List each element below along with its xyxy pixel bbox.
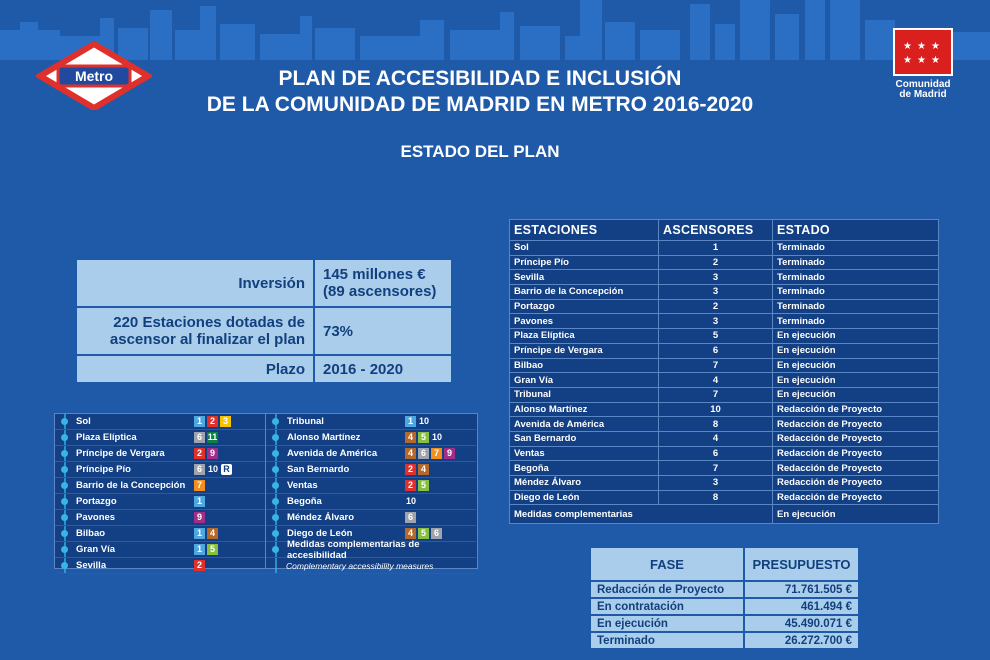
line-badge: 10 <box>208 464 219 474</box>
station-name: Begoña <box>287 496 322 507</box>
station-status: Redacción de Proyecto <box>773 431 939 446</box>
lines-column-left <box>55 414 265 574</box>
station-dot-icon <box>272 450 279 457</box>
budget-row <box>590 615 859 632</box>
station-name: Bilbao <box>76 528 106 539</box>
summary-table <box>75 258 453 384</box>
line-badges <box>194 560 205 571</box>
line-badge: 5 <box>207 544 218 555</box>
station-name: Barrio de la Concepción <box>510 285 659 300</box>
station-dot-icon <box>272 546 279 553</box>
comunidad-madrid-logo <box>890 28 956 112</box>
stations-row <box>510 285 939 300</box>
budget-table <box>589 546 860 650</box>
station-dot-icon <box>61 418 68 425</box>
budget-amount: 461.494 € <box>744 598 859 615</box>
line-badges <box>194 480 205 491</box>
station-dot-icon <box>61 530 68 537</box>
summary-label: Inversión <box>76 259 314 307</box>
station-status: En ejecución <box>773 329 939 344</box>
station-status: Redacción de Proyecto <box>773 461 939 476</box>
station-name: Méndez Álvaro <box>287 512 355 523</box>
stations-row <box>510 490 939 505</box>
elevator-count: 3 <box>659 476 773 491</box>
station-status: Terminado <box>773 241 939 256</box>
elevator-count: 4 <box>659 431 773 446</box>
line-badge: 10 <box>406 496 417 506</box>
line-badge: 10 <box>432 432 443 442</box>
line-badges <box>194 416 231 427</box>
station-line-row <box>55 446 265 462</box>
station-dot-icon <box>61 498 68 505</box>
summary-label: 220 Estaciones dotadas de ascensor al finalizar el plan <box>76 307 314 355</box>
line-badge: 1 <box>194 416 205 427</box>
line-badge: 4 <box>405 432 416 443</box>
stations-row <box>510 387 939 402</box>
station-dot-icon <box>272 514 279 521</box>
lines-note-text: Medidas complementarias de accesibilidad <box>287 538 420 561</box>
station-name: Tribunal <box>287 416 324 427</box>
summary-row <box>76 307 452 355</box>
header-ascensores: ASCENSORES <box>659 220 773 241</box>
line-badges <box>194 464 232 475</box>
header-estado: ESTADO <box>773 220 939 241</box>
station-dot-icon <box>272 482 279 489</box>
budget-phase: En contratación <box>590 598 744 615</box>
station-dot-icon <box>61 434 68 441</box>
station-name: Portazgo <box>76 496 117 507</box>
line-badges <box>405 448 455 459</box>
line-badges <box>405 432 443 443</box>
station-dot-icon <box>272 530 279 537</box>
station-name: Pavones <box>510 314 659 329</box>
station-dot-icon <box>272 498 279 505</box>
line-badge: 3 <box>220 416 231 427</box>
station-name: Plaza Elíptica <box>510 329 659 344</box>
station-status: En ejecución <box>773 505 939 524</box>
summary-row <box>76 355 452 383</box>
elevator-count: 3 <box>659 270 773 285</box>
station-dot-icon <box>272 466 279 473</box>
line-badge: 6 <box>194 464 205 475</box>
station-line-row <box>266 430 476 446</box>
stations-row <box>510 461 939 476</box>
page-subtitle: ESTADO DEL PLAN <box>400 142 560 161</box>
line-badges <box>405 496 417 507</box>
elevator-count: 2 <box>659 299 773 314</box>
line-badges <box>405 528 442 539</box>
station-name: Príncipe Pío <box>76 464 131 475</box>
line-badge: 4 <box>405 528 416 539</box>
elevator-count: 7 <box>659 461 773 476</box>
elevator-count: 8 <box>659 490 773 505</box>
station-line-row <box>266 494 476 510</box>
station-line-row <box>266 478 476 494</box>
line-badge: 10 <box>419 416 430 426</box>
elevator-count: 5 <box>659 329 773 344</box>
station-line-row <box>55 526 265 542</box>
station-line-row <box>266 462 476 478</box>
elevator-count: 8 <box>659 417 773 432</box>
elevator-count <box>659 505 773 524</box>
summary-value: 2016 - 2020 <box>314 355 452 383</box>
stations-row <box>510 241 939 256</box>
station-status: En ejecución <box>773 358 939 373</box>
station-name: Gran Vía <box>76 544 116 555</box>
stations-row <box>510 373 939 388</box>
line-badge: 6 <box>418 448 429 459</box>
line-badge: 1 <box>194 496 205 507</box>
header-presupuesto: PRESUPUESTO <box>744 547 859 581</box>
line-badge: 7 <box>431 448 442 459</box>
budget-amount: 26.272.700 € <box>744 632 859 649</box>
station-name: Sol <box>510 241 659 256</box>
station-dot-icon <box>61 562 68 569</box>
station-name: Bilbao <box>510 358 659 373</box>
station-line-row <box>266 446 476 462</box>
lines-note <box>266 538 476 561</box>
line-badges <box>405 480 429 491</box>
line-badges <box>405 416 430 427</box>
station-dot-icon <box>272 418 279 425</box>
line-badge: 9 <box>194 512 205 523</box>
budget-phase: Terminado <box>590 632 744 649</box>
station-name: Príncipe de Vergara <box>76 448 165 459</box>
station-name: Ventas <box>510 446 659 461</box>
station-name: Barrio de la Concepción <box>76 480 186 491</box>
station-status: En ejecución <box>773 387 939 402</box>
station-name: Avenida de América <box>287 448 378 459</box>
line-badge: 9 <box>207 448 218 459</box>
header-estaciones: ESTACIONES <box>510 220 659 241</box>
station-status: Terminado <box>773 299 939 314</box>
station-status: En ejecución <box>773 373 939 388</box>
station-status: Redacción de Proyecto <box>773 446 939 461</box>
station-name: Plaza Elíptica <box>76 432 137 443</box>
stations-row <box>510 402 939 417</box>
station-dot-icon <box>61 546 68 553</box>
station-name: Príncipe Pío <box>510 255 659 270</box>
station-line-row <box>55 478 265 494</box>
line-badge: 4 <box>207 528 218 539</box>
station-dot-icon <box>272 434 279 441</box>
station-status: Terminado <box>773 314 939 329</box>
station-status: Redacción de Proyecto <box>773 402 939 417</box>
elevator-count: 2 <box>659 255 773 270</box>
budget-amount: 45.490.071 € <box>744 615 859 632</box>
stations-row <box>510 329 939 344</box>
station-status: Redacción de Proyecto <box>773 417 939 432</box>
station-name: San Bernardo <box>510 431 659 446</box>
budget-amount: 71.761.505 € <box>744 581 859 598</box>
station-status: Terminado <box>773 270 939 285</box>
budget-row <box>590 598 859 615</box>
station-name: Diego de León <box>287 528 353 539</box>
summary-value: 145 millones € (89 ascensores) <box>314 259 452 307</box>
station-dot-icon <box>61 450 68 457</box>
line-badges <box>405 464 429 475</box>
lines-panel <box>54 413 478 569</box>
station-status: Terminado <box>773 255 939 270</box>
station-name: Avenida de América <box>510 417 659 432</box>
station-name: Portazgo <box>510 299 659 314</box>
line-badge: 1 <box>405 416 416 427</box>
station-name: Gran Vía <box>510 373 659 388</box>
stations-row <box>510 358 939 373</box>
station-name: Tribunal <box>510 387 659 402</box>
line-badge: 2 <box>405 480 416 491</box>
line-badge: 1 <box>194 544 205 555</box>
line-badge: 7 <box>194 480 205 491</box>
line-badge: 2 <box>405 464 416 475</box>
station-dot-icon <box>61 466 68 473</box>
line-badge: 4 <box>405 448 416 459</box>
station-name: Sevilla <box>76 560 107 571</box>
summary-value: 73% <box>314 307 452 355</box>
stations-row <box>510 314 939 329</box>
station-status: En ejecución <box>773 343 939 358</box>
elevator-count: 10 <box>659 402 773 417</box>
elevator-count: 7 <box>659 358 773 373</box>
stations-table <box>509 219 939 524</box>
station-dot-icon <box>61 482 68 489</box>
budget-phase: Redacción de Proyecto <box>590 581 744 598</box>
station-name: Begoña <box>510 461 659 476</box>
elevator-count: 3 <box>659 314 773 329</box>
station-line-row <box>55 430 265 446</box>
station-name: Alonso Martínez <box>287 432 361 443</box>
station-name: Príncipe de Vergara <box>510 343 659 358</box>
station-name: Ventas <box>287 480 318 491</box>
line-badge: 6 <box>431 528 442 539</box>
elevator-count: 7 <box>659 387 773 402</box>
stations-row <box>510 255 939 270</box>
stations-row <box>510 299 939 314</box>
title-line-1: PLAN DE ACCESIBILIDAD E INCLUSIÓN <box>278 67 682 90</box>
station-name: Sevilla <box>510 270 659 285</box>
budget-row <box>590 581 859 598</box>
station-status: Terminado <box>773 285 939 300</box>
station-line-row <box>55 558 265 574</box>
lines-column-right <box>266 414 476 574</box>
line-badge: 5 <box>418 432 429 443</box>
line-badges <box>194 448 218 459</box>
station-status: Redacción de Proyecto <box>773 490 939 505</box>
budget-row <box>590 632 859 649</box>
lines-note-en: Complementary accessibility measures <box>266 558 476 574</box>
station-name: Medidas complementarias <box>510 505 659 524</box>
line-badge: 4 <box>418 464 429 475</box>
stations-row-complementary <box>510 505 939 524</box>
page-title <box>130 66 830 118</box>
stations-row <box>510 446 939 461</box>
line-badge: 11 <box>207 432 218 442</box>
station-name: Méndez Álvaro <box>510 476 659 491</box>
elevator-count: 4 <box>659 373 773 388</box>
stations-row <box>510 476 939 491</box>
line-badge: 6 <box>405 512 416 523</box>
line-badge: 5 <box>418 480 429 491</box>
header-fase: FASE <box>590 547 744 581</box>
summary-row <box>76 259 452 307</box>
summary-label: Plazo <box>76 355 314 383</box>
line-badge: 2 <box>207 416 218 427</box>
title-line-2: DE LA COMUNIDAD DE MADRID EN METRO 2016-2020 <box>206 93 754 116</box>
stations-row <box>510 343 939 358</box>
station-name: Diego de León <box>510 490 659 505</box>
line-badges <box>194 496 205 507</box>
line-badge: 5 <box>418 528 429 539</box>
stations-header-row <box>510 220 939 241</box>
elevator-count: 3 <box>659 285 773 300</box>
cm-logo-text: Comunidad de Madrid <box>895 79 951 100</box>
line-badge: 9 <box>444 448 455 459</box>
station-line-row <box>266 510 476 526</box>
station-name: Alonso Martínez <box>510 402 659 417</box>
elevator-count: 6 <box>659 343 773 358</box>
elevator-count: 6 <box>659 446 773 461</box>
station-line-row <box>55 542 265 558</box>
line-badge: 6 <box>194 432 205 443</box>
line-badges <box>194 544 218 555</box>
line-badge: R <box>221 464 232 475</box>
elevator-count: 1 <box>659 241 773 256</box>
line-badges <box>194 432 218 443</box>
line-badges <box>194 512 205 523</box>
station-dot-icon <box>61 514 68 521</box>
station-line-row <box>55 414 265 430</box>
stations-row <box>510 431 939 446</box>
station-status: Redacción de Proyecto <box>773 476 939 491</box>
line-badge: 1 <box>194 528 205 539</box>
budget-phase: En ejecución <box>590 615 744 632</box>
station-line-row <box>55 510 265 526</box>
line-badges <box>194 528 218 539</box>
station-line-row <box>55 494 265 510</box>
station-name: Sol <box>76 416 91 427</box>
station-line-row <box>266 414 476 430</box>
station-name: San Bernardo <box>287 464 350 475</box>
metro-logo-text: Metro <box>74 68 114 84</box>
line-badge: 2 <box>194 560 205 571</box>
stations-row <box>510 417 939 432</box>
station-name: Pavones <box>76 512 116 523</box>
madrid-flag-icon: ★ ★ ★ ★ ★ ★ <box>893 28 953 76</box>
budget-header-row <box>590 547 859 581</box>
line-badge: 2 <box>194 448 205 459</box>
line-badges <box>405 512 416 523</box>
station-line-row <box>55 462 265 478</box>
stations-row <box>510 270 939 285</box>
